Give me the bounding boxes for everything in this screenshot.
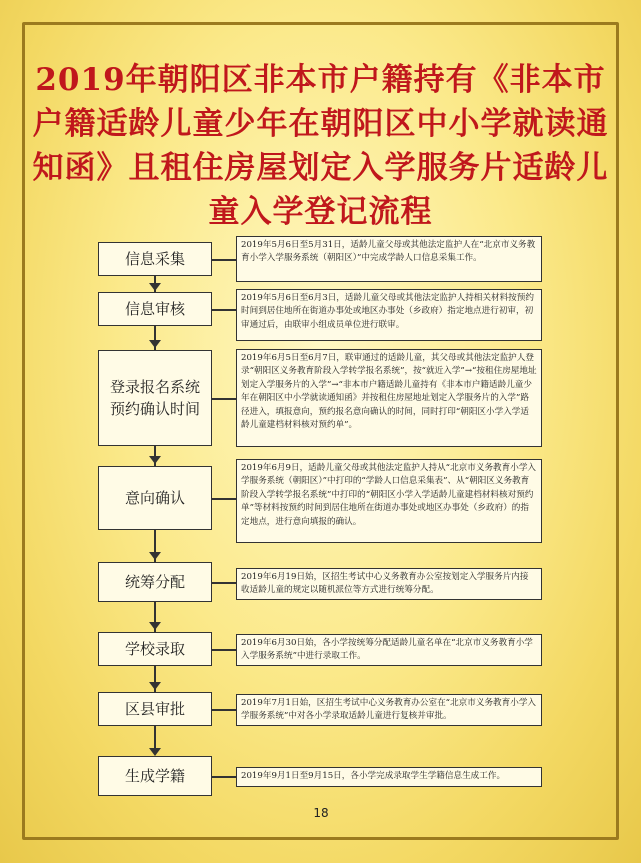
flow-arrow — [149, 283, 161, 291]
step-description-online-registration: 2019年6月5日至6月7日，联审通过的适龄儿童，其父母或其他法定监护人登录“朝阳区义务教育阶段入学转学报名系统”，按“就近入学”→“按租住房屋地址划定入学服务片的入学”→“非本市户籍适龄儿童持有《非本市户籍适龄儿童少年在朝阳区中小学就读通知函》并按租住房屋地址划定入学服务片的入学”路径进入，填报意向，预约报名意向确认的时间，同时打印“朝阳区小学入学适龄儿童建档材料核对预约单”。 — [236, 349, 542, 447]
step-box-school-admission: 学校录取 — [98, 632, 212, 666]
step-connector — [212, 309, 236, 311]
step-connector — [212, 649, 236, 651]
step-connector — [212, 776, 236, 778]
step-connector — [212, 398, 236, 400]
page-number: 18 — [313, 806, 329, 820]
step-description-student-record: 2019年9月1日至9月15日，各小学完成录取学生学籍信息生成工作。 — [236, 767, 542, 787]
step-box-intent-confirmation: 意向确认 — [98, 466, 212, 530]
step-connector — [212, 582, 236, 584]
step-description-info-review: 2019年5月6日至6月3日，适龄儿童父母或其他法定监护人持相关材料按预约时间到居住地所在街道办事处或地区办事处（乡政府）指定地点进行初审，初审通过后，由联审小组成员单位进行联审。 — [236, 289, 542, 341]
step-connector — [212, 709, 236, 711]
step-connector — [212, 498, 236, 500]
step-box-info-review: 信息审核 — [98, 292, 212, 326]
step-box-overall-allocation: 统筹分配 — [98, 562, 212, 602]
flow-arrow — [149, 682, 161, 690]
step-connector — [212, 259, 236, 261]
step-box-online-registration: 登录报名系统 预约确认时间 — [98, 350, 212, 446]
flow-arrow — [149, 748, 161, 756]
step-box-district-approval: 区县审批 — [98, 692, 212, 726]
step-description-info-collection: 2019年5月6日至5月31日，适龄儿童父母或其他法定监护人在“北京市义务教育小学入学服务系统（朝阳区）”中完成学龄人口信息采集工作。 — [236, 236, 542, 282]
page-title: 2019年朝阳区非本市户籍持有《非本市户籍适龄儿童少年在朝阳区中小学就读通知函》且租住房屋划定入学服务片适龄儿童入学登记流程 — [32, 62, 609, 230]
step-description-school-admission: 2019年6月30日始，各小学按统筹分配适龄儿童名单在“北京市义务教育小学入学服务系统”中进行录取工作。 — [236, 634, 542, 666]
step-box-student-record: 生成学籍 — [98, 756, 212, 796]
flow-arrow — [149, 340, 161, 348]
step-box-info-collection: 信息采集 — [98, 242, 212, 276]
flow-arrow — [149, 622, 161, 630]
flow-arrow — [149, 456, 161, 464]
step-description-district-approval: 2019年7月1日始，区招生考试中心义务教育办公室在“北京市义务教育小学入学服务系统”中对各小学录取适龄儿童进行复核并审批。 — [236, 694, 542, 726]
flow-arrow — [149, 552, 161, 560]
step-description-intent-confirmation: 2019年6月9日，适龄儿童父母或其他法定监护人持从“北京市义务教育小学入学服务系统（朝阳区）”中打印的“学龄人口信息采集表”、从“朝阳区义务教育阶段入学转学报名系统”中打印的“朝阳区小学入学适龄儿童建档材料核对预约单”等材料按预约时间到居住地所在街道办事处或地区办事处（乡政府）的指定地点，进行意向填报的确认。 — [236, 459, 542, 543]
step-description-overall-allocation: 2019年6月19日始，区招生考试中心义务教育办公室按划定入学服务片内接收适龄儿童的规定以随机派位等方式进行统筹分配。 — [236, 568, 542, 600]
